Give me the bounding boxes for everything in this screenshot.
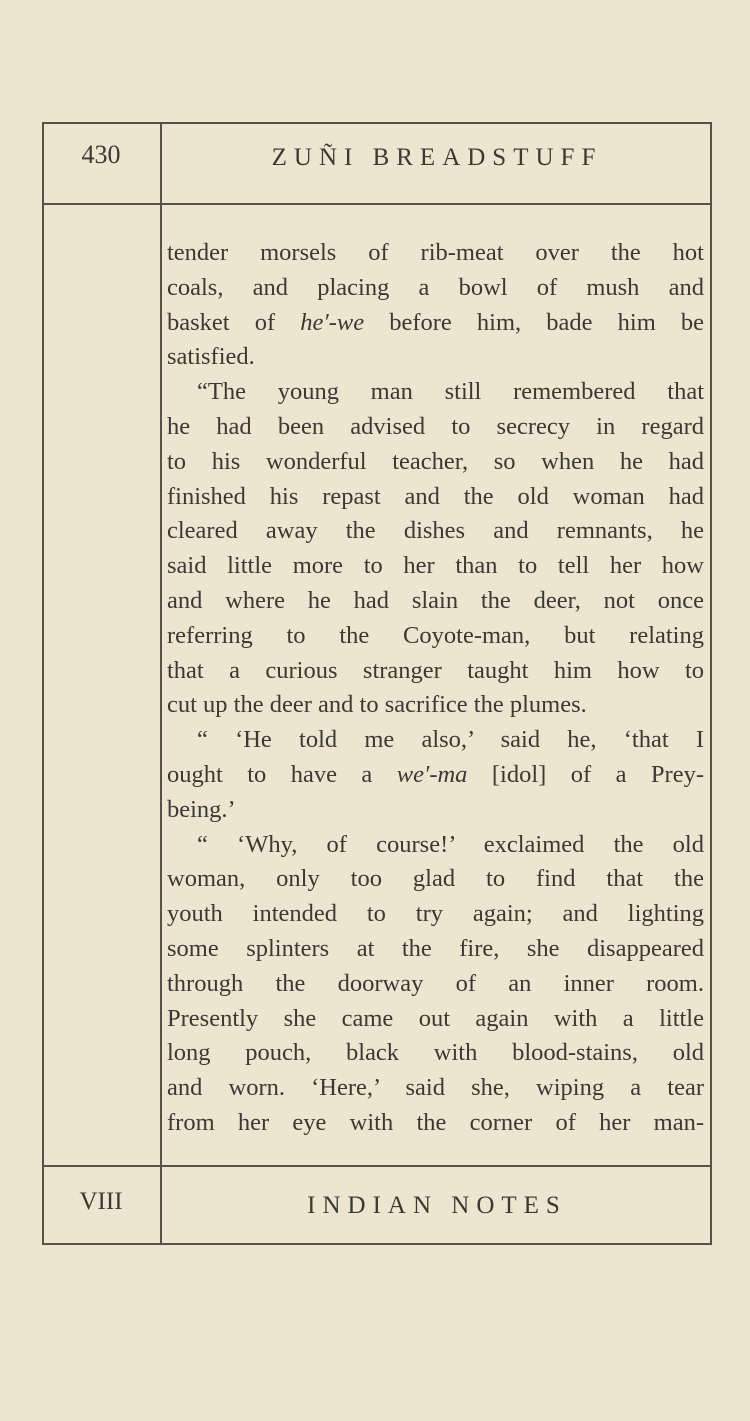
- column-divider: [160, 122, 162, 1245]
- italic-term: we′-ma: [396, 760, 468, 788]
- text-segment: cut up the deer and to sacrifice the plumes.: [167, 691, 587, 719]
- volume-number: VIII: [79, 1188, 123, 1215]
- text-line: [167, 723, 704, 758]
- text-line: [167, 306, 704, 341]
- text-segment: tender morsels of rib-meat over the hot: [167, 239, 704, 266]
- text-segment: Presently she came out again with a little: [167, 1004, 704, 1032]
- text-line: [167, 654, 704, 689]
- text-line: [167, 1002, 704, 1037]
- text-segment: basket of: [167, 308, 301, 336]
- text-line: [167, 271, 704, 306]
- text-segment: some splinters at the fire, she disappeared: [167, 934, 704, 962]
- text-line: [167, 897, 704, 932]
- text-segment: before him, bade him be: [364, 308, 705, 336]
- text-segment: and where he had slain the deer, not once: [167, 586, 704, 614]
- text-line: [167, 1106, 704, 1141]
- text-line: [167, 375, 704, 410]
- text-segment: ought to have a: [167, 760, 397, 788]
- text-segment: through the doorway of an inner room.: [167, 969, 704, 997]
- text-line: [167, 828, 704, 863]
- text-line: [167, 410, 704, 445]
- text-line: [167, 967, 704, 1002]
- text-line: [167, 340, 704, 375]
- series-title: INDIAN NOTES: [307, 1192, 567, 1219]
- text-segment: being.’: [167, 795, 236, 823]
- text-line: [167, 480, 704, 515]
- text-segment: cleared away the dishes and remnants, he: [167, 517, 704, 545]
- text-line: [167, 619, 704, 654]
- text-segment: youth intended to try again; and lighting: [167, 900, 704, 928]
- text-line: [167, 236, 704, 271]
- text-segment: woman, only too glad to find that the: [167, 865, 704, 893]
- text-line: [167, 1071, 704, 1106]
- text-line: [167, 514, 704, 549]
- text-line: [167, 688, 704, 723]
- text-segment: finished his repast and the old woman had: [167, 482, 704, 510]
- text-line: [167, 445, 704, 480]
- text-segment: to his wonderful teacher, so when he had: [167, 447, 704, 475]
- text-line: [167, 758, 704, 793]
- text-segment: referring to the Coyote-man, but relating: [167, 621, 704, 649]
- text-line: [167, 584, 704, 619]
- body-text: [167, 236, 704, 1141]
- text-segment: that a curious stranger taught him how to: [167, 656, 704, 684]
- text-line: [167, 932, 704, 967]
- text-segment: from her eye with the corner of her man-: [167, 1108, 704, 1136]
- text-segment: “ ‘He told me also,’ said he, ‘that I: [197, 726, 704, 754]
- text-segment: “The young man still remembered that: [197, 378, 704, 406]
- text-segment: coals, and placing a bowl of mush and: [167, 273, 704, 301]
- text-line: [167, 862, 704, 897]
- running-title: ZUÑI BREADSTUFF: [271, 144, 603, 171]
- text-segment: satisfied.: [167, 343, 255, 371]
- text-segment: and worn. ‘Here,’ said she, wiping a tear: [167, 1074, 704, 1102]
- header-rule: [42, 203, 712, 205]
- text-segment: [idol] of a Prey-: [467, 760, 704, 788]
- italic-term: he′-we: [300, 308, 365, 336]
- text-line: [167, 793, 704, 828]
- footer-rule: [42, 1165, 712, 1167]
- text-segment: “ ‘Why, of course!’ exclaimed the old: [197, 830, 704, 858]
- text-line: [167, 1036, 704, 1071]
- text-segment: said little more to her than to tell her how: [167, 552, 704, 580]
- text-segment: long pouch, black with blood-stains, old: [167, 1039, 704, 1067]
- page-number: 430: [81, 140, 121, 169]
- text-segment: he had been advised to secrecy in regard: [167, 412, 704, 440]
- text-line: [167, 549, 704, 584]
